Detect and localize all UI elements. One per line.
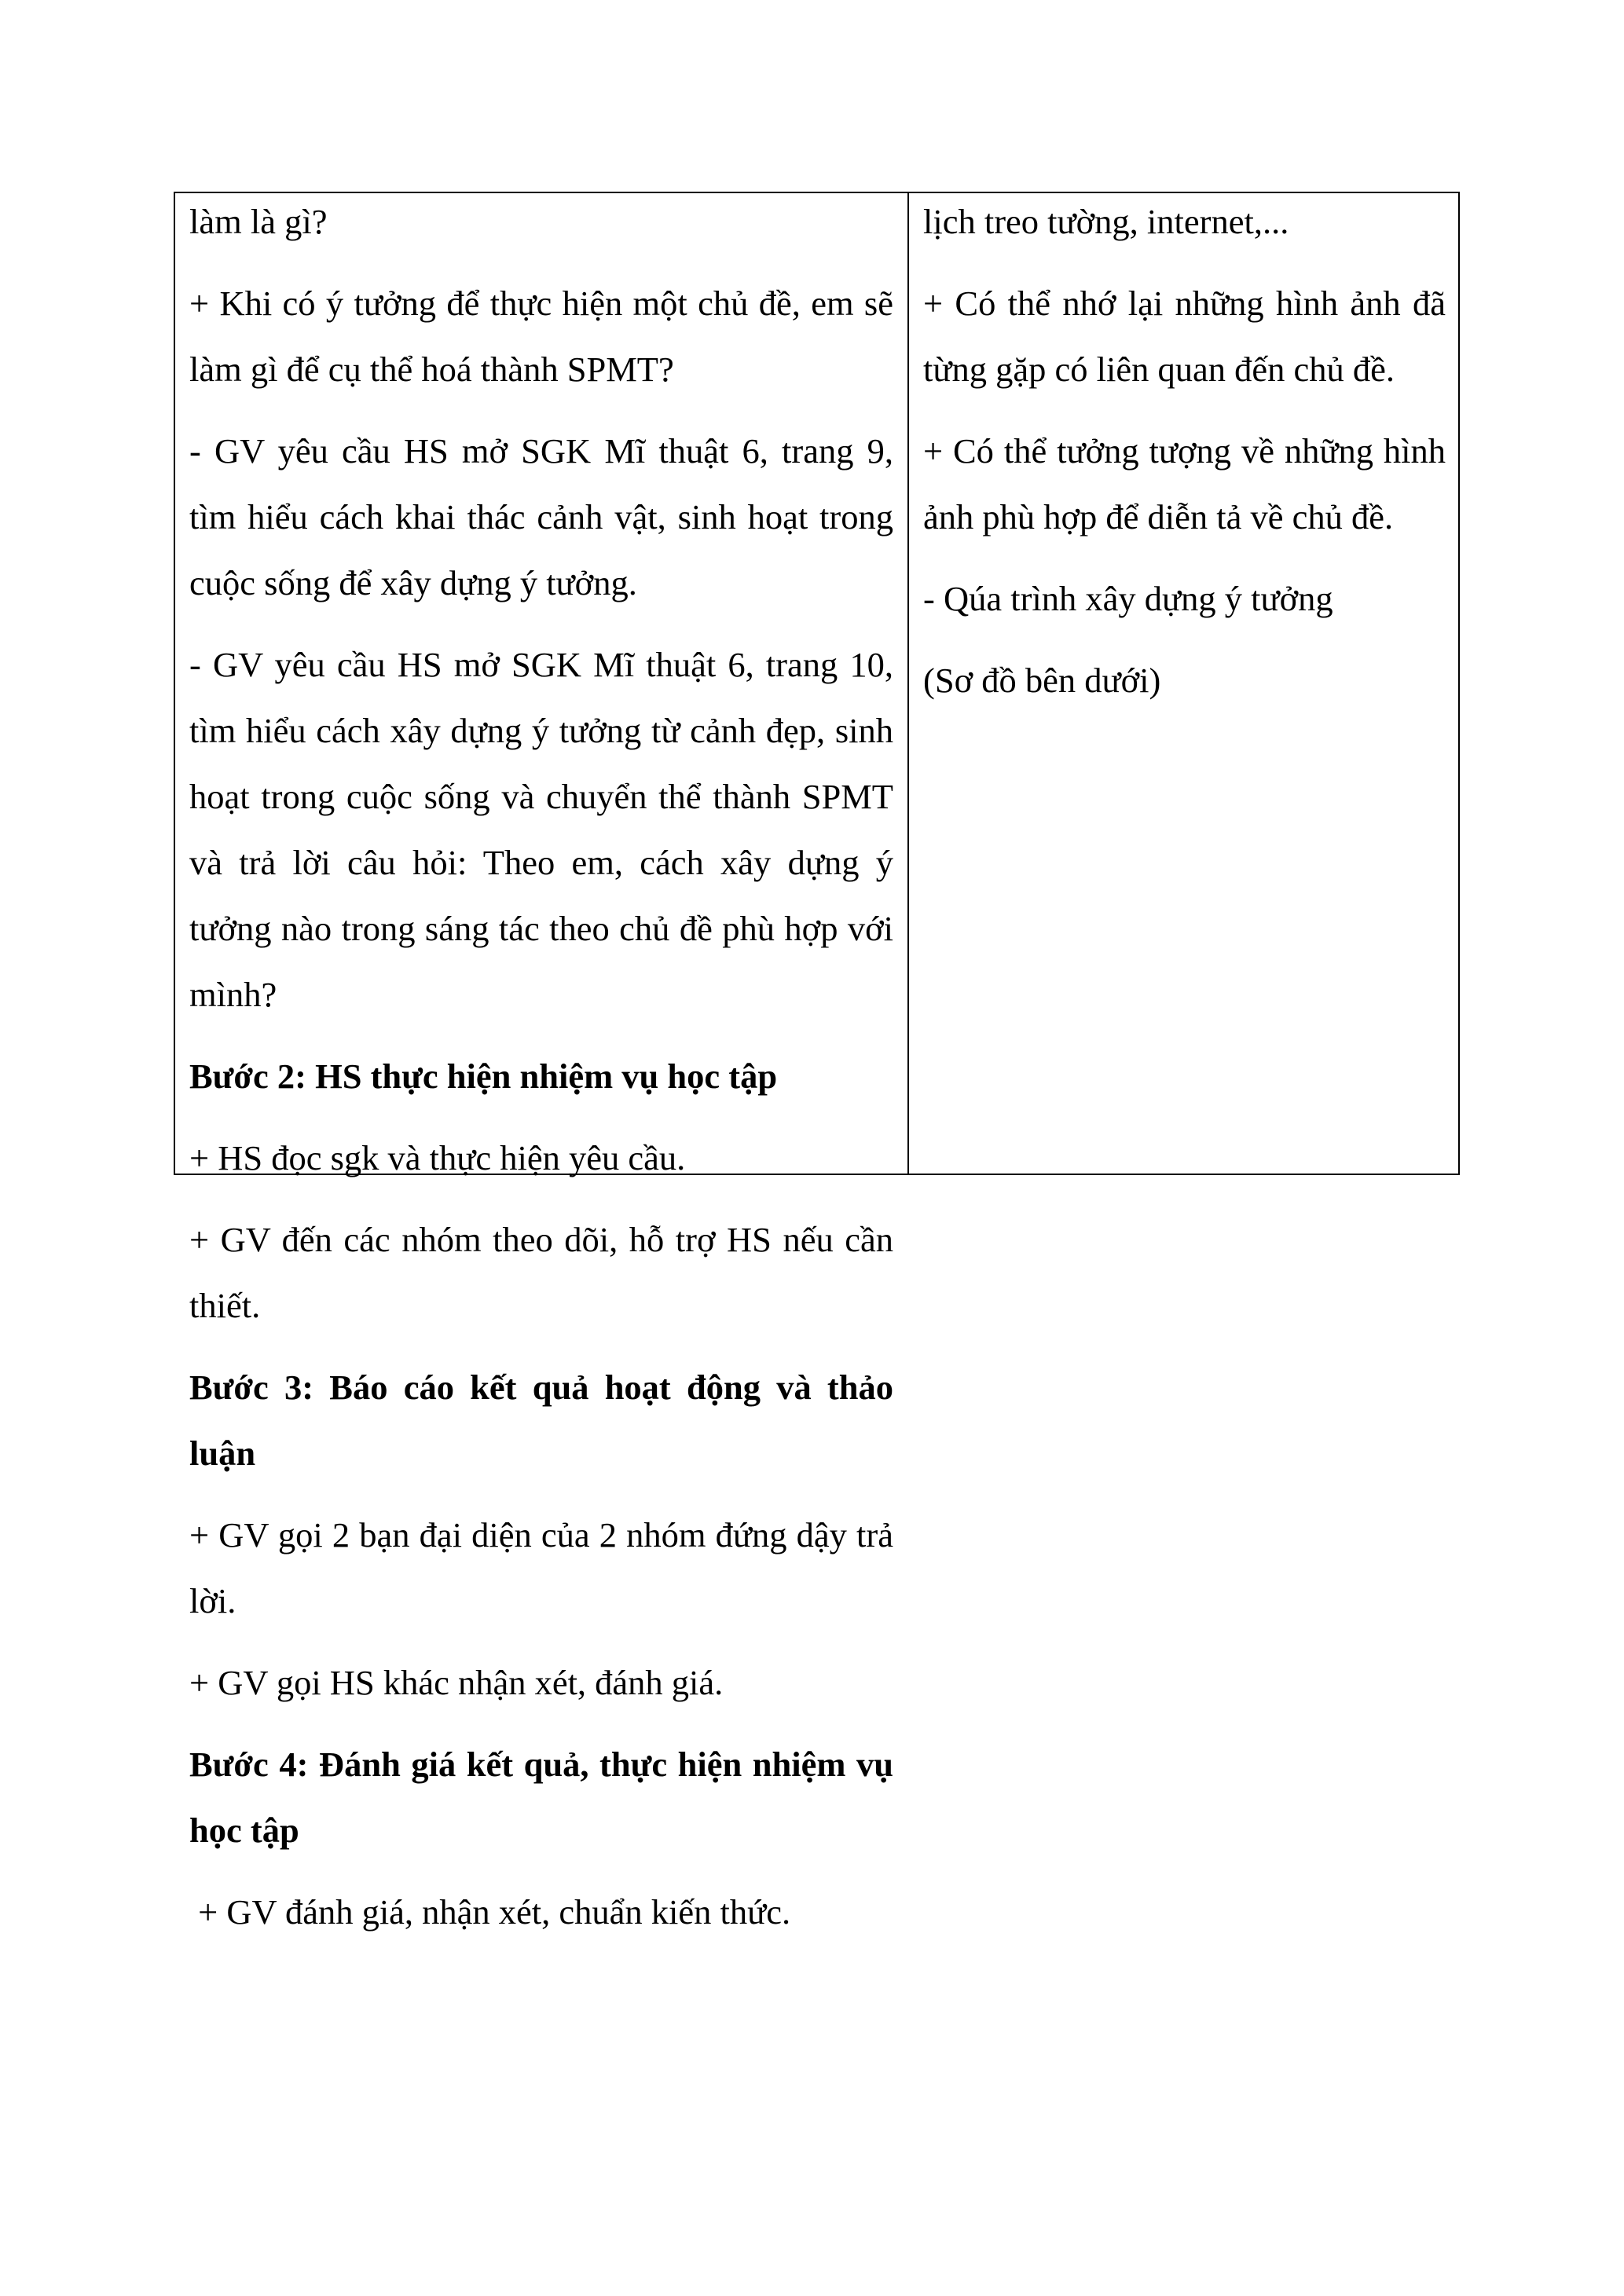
left-paragraph: + HS đọc sgk và thực hiện yêu cầu. <box>189 1138 686 1177</box>
left-column <box>175 193 909 1932</box>
right-paragraph: - Qúa trình xây dựng ý tưởng <box>923 579 1333 618</box>
left-paragraph: + GV gọi 2 bạn đại diện của 2 nhóm đứng dậy trả lời. <box>189 1515 893 1620</box>
right-paragraph: (Sơ đồ bên dưới) <box>923 661 1161 700</box>
left-paragraph: - GV yêu cầu HS mở SGK Mĩ thuật 6, trang 9, tìm hiểu cách khai thác cảnh vật, sinh hoạt trong cuộc sống để xây dựng ý tưởng. <box>189 431 893 602</box>
left-paragraph: + GV gọi HS khác nhận xét, đánh giá. <box>189 1663 724 1702</box>
step-4-heading: Bước 4: Đánh giá kết quả, thực hiện nhiệm vụ học tập <box>189 1745 893 1850</box>
left-paragraph: + GV đến các nhóm theo dõi, hỗ trợ HS nếu cần thiết. <box>189 1220 893 1325</box>
right-paragraph: + Có thể nhớ lại những hình ảnh đã từng gặp có liên quan đến chủ đề. <box>923 284 1446 389</box>
right-column <box>909 193 1458 1174</box>
left-paragraph: - GV yêu cầu HS mở SGK Mĩ thuật 6, trang 10, tìm hiểu cách xây dựng ý tưởng từ cảnh đẹp, sinh hoạt trong cuộc sống và chuyển thể thành SPMT và trả lời câu hỏi: Theo em, cách xây dựng ý tưởng nào trong sáng tác theo chủ đề phù hợp với mình? <box>189 645 893 1014</box>
left-paragraph: + GV đánh giá, nhận xét, chuẩn kiến thức. <box>189 1892 791 1932</box>
step-3-heading: Bước 3: Báo cáo kết quả hoạt động và thảo luận <box>189 1368 893 1473</box>
content-table <box>174 192 1460 1932</box>
right-paragraph: lịch treo tường, internet,... <box>923 202 1289 241</box>
right-paragraph: + Có thể tưởng tượng về những hình ảnh phù hợp để diễn tả về chủ đề. <box>923 431 1446 536</box>
left-paragraph: + Khi có ý tưởng để thực hiện một chủ đề, em sẽ làm gì để cụ thể hoá thành SPMT? <box>189 284 893 389</box>
step-2-heading: Bước 2: HS thực hiện nhiệm vụ học tập <box>189 1056 778 1096</box>
left-paragraph: làm là gì? <box>189 202 328 241</box>
